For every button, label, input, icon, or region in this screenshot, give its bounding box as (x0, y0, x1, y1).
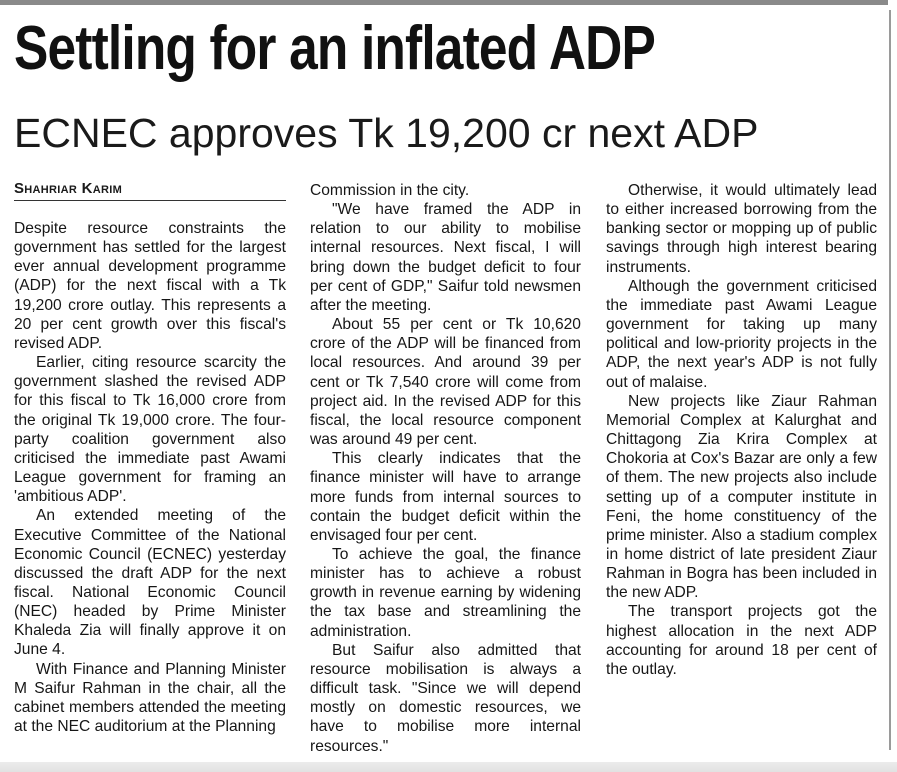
byline: Shahriar Karim (14, 180, 286, 201)
paragraph: To achieve the goal, the finance minister has to achieve a robust growth in revenue earning by widening the tax base and streamlining the administration. (310, 545, 581, 640)
article-column-1 (14, 219, 286, 736)
paragraph: With Finance and Planning Minister M Saifur Rahman in the chair, all the cabinet members attended the meeting at the NEC auditorium at the Planning (14, 660, 286, 736)
paragraph: This clearly indicates that the finance minister will have to arrange more funds from internal sources to contain the budget deficit within the envisaged four per cent. (310, 450, 581, 544)
article-column-2 (310, 181, 581, 756)
paragraph: About 55 per cent or Tk 10,620 crore of the ADP will be financed from local resources. And around 39 per cent or Tk 7,540 crore will come from project aid. In the revised ADP for this fiscal, the local resource component was around 49 per cent. (310, 316, 581, 449)
top-rule (0, 0, 888, 5)
article-column-3 (606, 181, 877, 679)
paragraph: Despite resource constraints the government has settled for the largest ever annual development programme (ADP) for the next fiscal with a Tk 19,200 crore outlay. This represents a 20 per cent growth over this fiscal's revised ADP. (14, 220, 286, 352)
headline: Settling for an inflated ADP (14, 14, 655, 83)
subheadline: ECNEC approves Tk 19,200 cr next ADP (14, 110, 759, 156)
paragraph: The transport projects got the highest allocation in the next ADP accounting for around 18 per cent of the outlay. (606, 603, 877, 678)
paragraph: Earlier, citing resource scarcity the government slashed the revised ADP for this fiscal to Tk 16,000 crore from the original Tk 19,000 crore. The four-party coalition government also criticised the immediate past Awami League government for framing an 'ambitious ADP'. (14, 354, 286, 506)
paragraph: "We have framed the ADP in relation to our ability to mobilise internal resources. Next fiscal, I will bring down the budget deficit to four per cent of GDP," Saifur told newsmen after the meeting. (310, 201, 581, 314)
paragraph: Otherwise, it would ultimately lead to either increased borrowing from the banking sector or mopping up of public savings through high interest bearing instruments. (606, 182, 877, 276)
paragraph: An extended meeting of the Executive Committee of the National Economic Council (ECNEC) yesterday discussed the draft ADP for the next fiscal. National Economic Council (NEC) headed by Prime Minister Khaleda Zia will finally approve it on June 4. (14, 507, 286, 659)
column-rule-right (889, 10, 891, 750)
page-bottom-edge (0, 762, 897, 772)
paragraph: But Saifur also admitted that resource mobilisation is always a difficult task. "Since we will depend mostly on domestic resources, we have to mobilise more internal resources." (310, 641, 581, 755)
paragraph: Commission in the city. (310, 182, 470, 199)
paragraph: Although the government criticised the immediate past Awami League government for taking up many political and low-priority projects in the ADP, the next year's ADP is not fully out of malaise. (606, 277, 877, 391)
paragraph: New projects like Ziaur Rahman Memorial Complex at Kalurghat and Chittagong Zia Krira Complex at Chokoria at Cox's Bazar are only a few of them. The new projects also include setting up of a computer institute in Feni, the home constituency of the prime minister. Also a stadium complex in home district of late president Ziaur Rahman in Bogra has been included in the new ADP. (606, 392, 877, 602)
